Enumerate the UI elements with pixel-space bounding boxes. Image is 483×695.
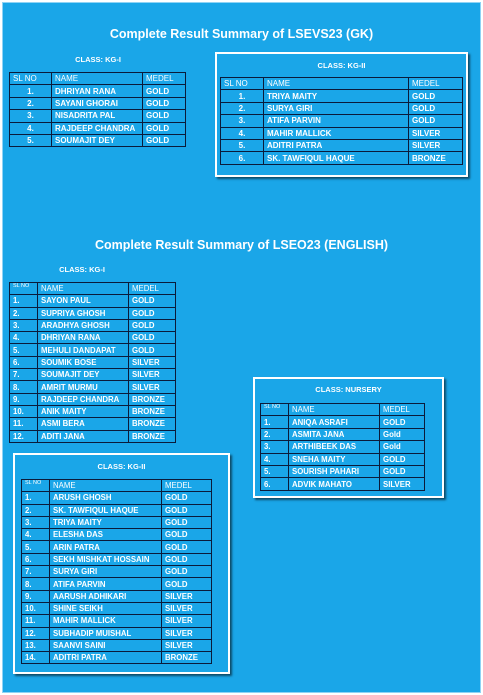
name-cell: ADVIK MAHATO xyxy=(289,478,380,490)
sl-no-cell: 1. xyxy=(22,492,50,504)
sl-no-cell: 13. xyxy=(22,639,50,651)
medel-cell: GOLD xyxy=(129,319,176,331)
table-row xyxy=(22,639,212,651)
name-cell: AMRIT MURMU xyxy=(38,381,129,393)
sl-no-cell: 6. xyxy=(22,553,50,565)
table-row xyxy=(22,541,212,553)
sl-no-cell: 2. xyxy=(221,102,264,114)
name-cell: ADITI JANA xyxy=(38,430,129,442)
table-row xyxy=(10,332,176,344)
medel-cell: GOLD xyxy=(380,465,425,477)
name-header: NAME xyxy=(52,73,143,85)
name-cell: ADITRI PATRA xyxy=(264,139,409,151)
table-header-row xyxy=(22,480,212,492)
sl-no-cell: 4. xyxy=(22,529,50,541)
name-cell: SHINE SEIKH xyxy=(50,602,162,614)
name-cell: ASMI BERA xyxy=(38,418,129,430)
name-cell: SOUMAJIT DEY xyxy=(38,369,129,381)
table-row xyxy=(10,381,176,393)
table-row xyxy=(221,139,463,151)
medel-cell: SILVER xyxy=(129,356,176,368)
medel-cell: SILVER xyxy=(162,602,212,614)
medel-cell: SILVER xyxy=(409,139,463,151)
table-row xyxy=(22,492,212,504)
sl-no-header: SL NO xyxy=(261,404,289,416)
medel-cell: GOLD xyxy=(129,332,176,344)
eng-nursery-section xyxy=(253,377,444,498)
medel-cell: GOLD xyxy=(162,529,212,541)
sl-no-cell: 8. xyxy=(10,381,38,393)
name-cell: TRIYA MAITY xyxy=(50,516,162,528)
name-cell: SNEHA MAITY xyxy=(289,453,380,465)
medel-cell: GOLD xyxy=(162,553,212,565)
name-header: NAME xyxy=(264,78,409,90)
medel-cell: SILVER xyxy=(380,478,425,490)
table-row xyxy=(10,430,176,442)
medel-cell: GOLD xyxy=(409,90,463,102)
name-cell: MEHULI DANDAPAT xyxy=(38,344,129,356)
name-cell: TRIYA MAITY xyxy=(264,90,409,102)
medel-cell: GOLD xyxy=(162,516,212,528)
eng-kg2-section xyxy=(13,453,230,674)
name-cell: SUBHADIP MUISHAL xyxy=(50,627,162,639)
sl-no-cell: 2. xyxy=(10,307,38,319)
medel-cell: GOLD xyxy=(162,492,212,504)
medel-cell: GOLD xyxy=(162,566,212,578)
medel-cell: BRONZE xyxy=(129,393,176,405)
medel-cell: GOLD xyxy=(143,134,186,146)
name-cell: DHRIYAN RANA xyxy=(38,332,129,344)
name-cell: ARADHYA GHOSH xyxy=(38,319,129,331)
sl-no-cell: 1. xyxy=(221,90,264,102)
table-row xyxy=(10,393,176,405)
name-cell: SOURISH PAHARI xyxy=(289,465,380,477)
medel-cell: Gold xyxy=(380,441,425,453)
sl-no-cell: 4. xyxy=(10,122,52,134)
medel-cell: GOLD xyxy=(129,344,176,356)
medel-cell: GOLD xyxy=(380,453,425,465)
table-row xyxy=(10,295,176,307)
sl-no-cell: 1. xyxy=(261,416,289,428)
gk-kg2-class-label: CLASS: KG-II xyxy=(317,61,366,70)
sl-no-cell: 12. xyxy=(10,430,38,442)
name-cell: SURYA GIRI xyxy=(264,102,409,114)
sl-no-cell: 1. xyxy=(10,295,38,307)
table-row xyxy=(22,615,212,627)
table-row xyxy=(22,578,212,590)
table-header-row xyxy=(261,404,425,416)
sl-no-cell: 7. xyxy=(10,369,38,381)
name-cell: ANIK MAITY xyxy=(38,405,129,417)
medel-cell: GOLD xyxy=(380,416,425,428)
name-cell: ARIN PATRA xyxy=(50,541,162,553)
medel-header: MEDEL xyxy=(143,73,186,85)
eng-kg2-class-label: CLASS: KG-II xyxy=(97,462,146,471)
medel-cell: SILVER xyxy=(409,127,463,139)
medel-cell: SILVER xyxy=(129,381,176,393)
name-cell: ARUSH GHOSH xyxy=(50,492,162,504)
name-cell: DHRIYAN RANA xyxy=(52,85,143,97)
name-cell: RAJDEEP CHANDRA xyxy=(52,122,143,134)
name-cell: SK. TAWFIQUL HAQUE xyxy=(264,152,409,164)
eng-kg1-class-label: CLASS: KG-I xyxy=(59,265,105,274)
medel-cell: SILVER xyxy=(129,369,176,381)
medel-cell: SILVER xyxy=(162,615,212,627)
sl-no-header: SL NO xyxy=(10,73,52,85)
table-row xyxy=(22,566,212,578)
english-title: Complete Result Summary of LSEO23 (ENGLISH) xyxy=(94,238,389,252)
sl-no-cell: 11. xyxy=(10,418,38,430)
sl-no-cell: 4. xyxy=(221,127,264,139)
eng-nursery-table xyxy=(260,403,425,491)
sl-no-header: SL NO xyxy=(22,480,50,492)
table-row xyxy=(10,369,176,381)
sl-no-cell: 8. xyxy=(22,578,50,590)
medel-cell: GOLD xyxy=(143,122,186,134)
name-cell: SOUMIK BOSE xyxy=(38,356,129,368)
name-cell: SK. TAWFIQUL HAQUE xyxy=(50,504,162,516)
name-cell: ADITRI PATRA xyxy=(50,652,162,664)
sl-no-cell: 11. xyxy=(22,615,50,627)
name-cell: ANIQA ASRAFI xyxy=(289,416,380,428)
medel-cell: SILVER xyxy=(162,639,212,651)
sl-no-cell: 6. xyxy=(221,152,264,164)
table-row xyxy=(10,97,186,109)
table-row xyxy=(221,127,463,139)
sl-no-cell: 3. xyxy=(261,441,289,453)
table-row xyxy=(221,102,463,114)
name-cell: SEKH MISHKAT HOSSAIN xyxy=(50,553,162,565)
result-page xyxy=(2,2,481,693)
gk-kg2-section xyxy=(215,52,468,177)
sl-no-cell: 14. xyxy=(22,652,50,664)
table-row xyxy=(22,529,212,541)
sl-no-cell: 1. xyxy=(10,85,52,97)
gk-title: Complete Result Summary of LSEVS23 (GK) xyxy=(109,27,374,41)
gk-kg1-section xyxy=(9,49,187,153)
sl-no-cell: 5. xyxy=(10,134,52,146)
table-row xyxy=(261,465,425,477)
medel-cell: SILVER xyxy=(162,590,212,602)
table-row xyxy=(10,85,186,97)
table-row xyxy=(22,627,212,639)
table-row xyxy=(22,516,212,528)
medel-cell: GOLD xyxy=(143,110,186,122)
sl-no-cell: 2. xyxy=(10,97,52,109)
sl-no-cell: 3. xyxy=(221,115,264,127)
medel-header: MEDEL xyxy=(162,480,212,492)
name-cell: RAJDEEP CHANDRA xyxy=(38,393,129,405)
name-cell: ARTHIBEEK DAS xyxy=(289,441,380,453)
table-row xyxy=(10,307,176,319)
sl-no-cell: 9. xyxy=(10,393,38,405)
medel-cell: GOLD xyxy=(143,85,186,97)
table-row xyxy=(22,602,212,614)
sl-no-cell: 10. xyxy=(10,405,38,417)
sl-no-cell: 7. xyxy=(22,566,50,578)
sl-no-header: SL NO xyxy=(221,78,264,90)
medel-cell: GOLD xyxy=(162,541,212,553)
table-row xyxy=(22,504,212,516)
table-row xyxy=(261,441,425,453)
eng-nursery-class-label: CLASS: NURSERY xyxy=(315,385,382,394)
name-cell: SAYANI GHORAI xyxy=(52,97,143,109)
medel-cell: Gold xyxy=(380,428,425,440)
medel-cell: GOLD xyxy=(129,295,176,307)
medel-cell: GOLD xyxy=(409,115,463,127)
eng-kg1-table xyxy=(9,282,176,443)
name-cell: SUPRIYA GHOSH xyxy=(38,307,129,319)
table-row xyxy=(10,344,176,356)
name-cell: ATIFA PARVIN xyxy=(264,115,409,127)
sl-no-cell: 12. xyxy=(22,627,50,639)
sl-no-cell: 5. xyxy=(261,465,289,477)
table-row xyxy=(261,416,425,428)
medel-cell: BRONZE xyxy=(129,418,176,430)
medel-header: MEDEL xyxy=(129,283,176,295)
name-cell: SAANVI SAINI xyxy=(50,639,162,651)
sl-no-cell: 5. xyxy=(10,344,38,356)
name-cell: SAYON PAUL xyxy=(38,295,129,307)
eng-kg2-table xyxy=(21,479,212,664)
sl-no-cell: 6. xyxy=(261,478,289,490)
table-row xyxy=(22,553,212,565)
gk-kg1-class-label: CLASS: KG-I xyxy=(75,55,121,64)
name-cell: ELESHA DAS xyxy=(50,529,162,541)
medel-cell: GOLD xyxy=(162,578,212,590)
name-cell: ATIFA PARVIN xyxy=(50,578,162,590)
table-row xyxy=(10,319,176,331)
table-header-row xyxy=(10,73,186,85)
medel-cell: BRONZE xyxy=(129,405,176,417)
name-cell: AARUSH ADHIKARI xyxy=(50,590,162,602)
table-row xyxy=(22,652,212,664)
medel-cell: BRONZE xyxy=(129,430,176,442)
table-row xyxy=(221,152,463,164)
sl-no-cell: 5. xyxy=(221,139,264,151)
table-row xyxy=(221,90,463,102)
sl-no-cell: 10. xyxy=(22,602,50,614)
medel-cell: GOLD xyxy=(129,307,176,319)
sl-no-header: SL NO xyxy=(10,283,38,295)
sl-no-cell: 3. xyxy=(10,110,52,122)
table-header-row xyxy=(10,283,176,295)
medel-cell: SILVER xyxy=(162,627,212,639)
sl-no-cell: 4. xyxy=(261,453,289,465)
name-header: NAME xyxy=(38,283,129,295)
sl-no-cell: 2. xyxy=(22,504,50,516)
sl-no-cell: 4. xyxy=(10,332,38,344)
name-header: NAME xyxy=(50,480,162,492)
table-row xyxy=(10,134,186,146)
eng-kg1-section xyxy=(9,261,179,446)
sl-no-cell: 3. xyxy=(10,319,38,331)
table-row xyxy=(10,356,176,368)
medel-cell: BRONZE xyxy=(409,152,463,164)
table-row xyxy=(221,115,463,127)
gk-kg1-table xyxy=(9,72,186,147)
table-row xyxy=(10,110,186,122)
name-header: NAME xyxy=(289,404,380,416)
name-cell: MAHIR MALLICK xyxy=(264,127,409,139)
name-cell: NISADRITA PAL xyxy=(52,110,143,122)
table-header-row xyxy=(221,78,463,90)
table-row xyxy=(10,418,176,430)
medel-header: MEDEL xyxy=(409,78,463,90)
sl-no-cell: 5. xyxy=(22,541,50,553)
sl-no-cell: 6. xyxy=(10,356,38,368)
table-row xyxy=(261,428,425,440)
medel-cell: GOLD xyxy=(143,97,186,109)
sl-no-cell: 9. xyxy=(22,590,50,602)
medel-cell: BRONZE xyxy=(162,652,212,664)
table-row xyxy=(261,453,425,465)
sl-no-cell: 3. xyxy=(22,516,50,528)
medel-cell: GOLD xyxy=(162,504,212,516)
sl-no-cell: 2. xyxy=(261,428,289,440)
table-row xyxy=(22,590,212,602)
name-cell: SURYA GIRI xyxy=(50,566,162,578)
name-cell: ASMITA JANA xyxy=(289,428,380,440)
medel-header: MEDEL xyxy=(380,404,425,416)
table-row xyxy=(10,122,186,134)
table-row xyxy=(261,478,425,490)
name-cell: MAHIR MALLICK xyxy=(50,615,162,627)
name-cell: SOUMAJIT DEY xyxy=(52,134,143,146)
gk-kg2-table xyxy=(220,77,463,165)
medel-cell: GOLD xyxy=(409,102,463,114)
table-row xyxy=(10,405,176,417)
